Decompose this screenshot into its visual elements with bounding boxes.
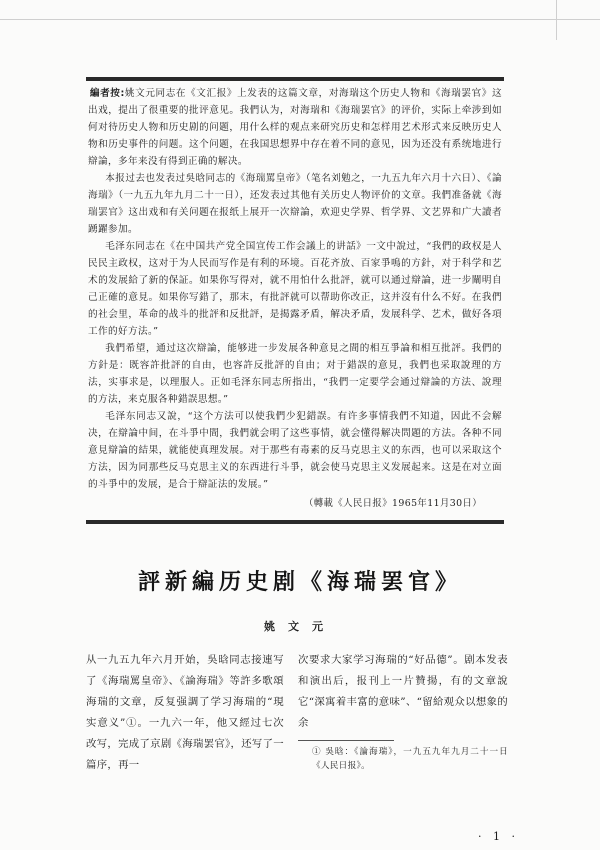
article-title: 評新編历史剧《海瑞罢官》 xyxy=(137,570,462,595)
editor-note-label: 編者按: xyxy=(89,88,125,99)
crop-line-right xyxy=(556,0,557,40)
article-author: 姚文元 xyxy=(264,620,336,633)
article-column-left xyxy=(86,650,284,776)
crop-line-top xyxy=(0,19,600,20)
editor-note-paragraph: 毛泽东同志在《在中国共产党全国宣传工作会議上的讲話》一文中說过，“我們的政权是人民民主政权，这对于为人民而写作是有利的环境。百花齐放、百家爭鳴的方針，对于科学和艺术的发展給了新的保証。如果你写得对，就不用怕什么批評，就可以通过辯論，进一步闡明自己正確的意見。如果你写錯了，那末，有批評就可以帮助你改正，这并沒有什么不好。在我們的社会里，革命的战斗的批評和反批評，是揭露矛盾，解决矛盾，发展科学、艺术，做好各項工作的好方法。” xyxy=(88,241,502,337)
article-paragraph: 从一九五九年六月开始，吳晗同志接連写了《海瑞罵皇帝》、《論海瑞》等許多歌頌海瑞的文章，反复强調了学习海瑞的“現实意义”①。一九六一年，他又經过七次改写，完成了京剧《海瑞罢官》，还写了一篇序，再一 xyxy=(86,654,284,771)
editor-note-paragraph: 編者按:姚文元同志在《文汇报》上发表的这篇文章，对海瑞这个历史人物和《海瑞罢官》这出戏，提出了很重要的批评意见。我們认为，对海瑞和《海瑞罢官》的评价，实际上牵涉到如何对待历史人物和历史剧的问题，用什么样的观点来研究历史和怎样用艺术形式来反映历史人物和历史事件的问题。这个问题，在我国思想界中存在着不同的意见，因为还没有系统地进行辯論，多年来没有得到正确的解决。 xyxy=(88,88,502,167)
article-paragraph: 次要求大家学习海瑞的“好品德”。剧本发表和演出后，报刊上一片贊揚，有的文章說它“深寓着丰富的意味”、“留給观众以想象的余 xyxy=(298,654,508,729)
editor-note-bottom-rule xyxy=(86,520,504,524)
footnote: ① 吳晗：《論海瑞》，一九五九年九月二十一日《人民日报》。 xyxy=(312,747,508,771)
editor-note-source: （轉載《人民日报》1965年11月30日） xyxy=(304,498,482,509)
editor-note-box xyxy=(86,77,504,524)
footnote-rule xyxy=(298,740,394,741)
editor-note-body xyxy=(86,81,504,514)
article-column-right xyxy=(298,650,508,773)
page-number: · 1 · xyxy=(478,830,519,843)
editor-note-paragraph: 毛泽东同志又說，“这个方法可以使我們少犯錯誤。有许多事情我們不知道，因此不会解决，在辯論中间，在斗爭中間，我們就会明了这些事情，就会懂得解决問題的方法。各种不同意見辯論的結果，就能使真理发展。对于那些有毒素的反马克思主义的东西，也可以采取这个方法，因为同那些反马克思主义的东西进行斗爭，就会使马克思主义发展起来。这是在对立面的斗爭中的发展，是合于辯証法的发展。” xyxy=(88,411,502,490)
editor-note-paragraph: 我們希望，通过这次辯論，能够进一步发展各种意見之間的相互爭論和相互批評。我們的方針是：既容許批評的自由，也容許反批評的自由；对于錯誤的意見，我們也采取說理的方法，实事求是，以理服人。正如毛泽东同志所指出，“我們一定要学会通过辯論的方法、說理的方法，来克服各种錯誤思想。” xyxy=(88,343,502,405)
editor-note-paragraph: 本报过去也发表过吳晗同志的《海瑞罵皇帝》（笔名刘勉之，一九五九年六月十六日）、《論海瑞》（一九五九年九月二十一日），还发表过其他有关历史人物评价的文章。我們准备就《海瑞罢官》这出戏和有关问题在报纸上展开一次辯論，欢迎史学界、哲学界、文艺界和广大讀者踴躍参加。 xyxy=(88,173,502,235)
